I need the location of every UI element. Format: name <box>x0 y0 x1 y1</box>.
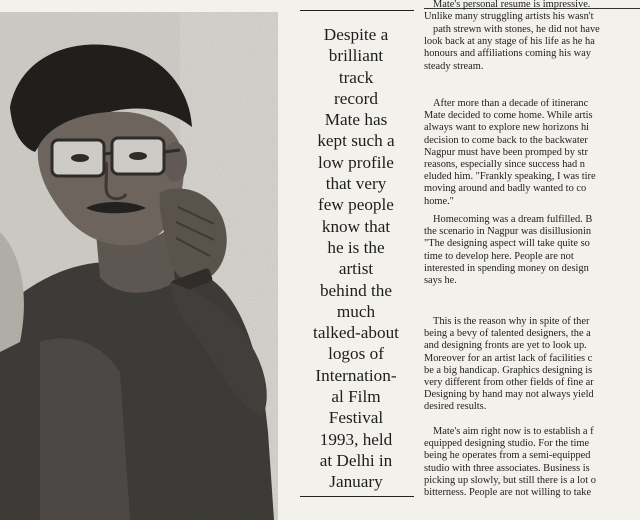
article-line: eluded him. "Frankly speaking, I was tire <box>424 171 596 183</box>
pull-quote <box>296 24 416 493</box>
pull-quote-line: Internation- <box>315 365 397 385</box>
pull-quote-line: track <box>338 67 374 87</box>
pull-quote-line: logos of <box>328 344 384 364</box>
article-line: picking up slowly, but still there is a lot o <box>424 474 596 486</box>
article-line: studio with three associates. Business is <box>424 462 590 474</box>
quote-top-rule <box>300 10 414 11</box>
article-paragraph <box>424 24 600 73</box>
portrait-photo <box>0 12 278 520</box>
pull-quote-line: few people <box>318 195 394 215</box>
article-line: Mate decided to come home. While artis <box>424 110 593 122</box>
article-paragraph <box>424 426 596 499</box>
pull-quote-line: behind the <box>319 280 393 300</box>
article-paragraph <box>424 98 596 208</box>
pull-quote-line: that very <box>325 174 387 194</box>
pull-quote-line: brilliant <box>328 46 384 66</box>
article-line: time to develop here. People are not <box>424 250 574 262</box>
pull-quote-line: at Delhi in <box>319 450 393 470</box>
article-line: look back at any stage of his life as he ha <box>424 36 595 48</box>
article-column <box>416 0 640 520</box>
article-line: be a big handicap. Graphics designing is <box>424 364 593 376</box>
article-line: reasons, especially since success had n <box>424 159 585 171</box>
article-line: moving around and badly wanted to co <box>424 183 587 195</box>
article-line: Unlike many struggling artists his wasn't <box>424 11 594 23</box>
pull-quote-line: he is the <box>327 237 385 257</box>
article-line: path strewn with stones, he did not have <box>433 24 600 35</box>
pull-quote-line: artist <box>338 259 374 279</box>
article-line: Moreover for an artist lack of facilities c <box>424 352 593 364</box>
pull-quote-line: low profile <box>318 152 394 172</box>
pull-quote-line: kept such a <box>317 131 395 151</box>
pull-quote-line: talked-about <box>313 323 399 343</box>
pull-quote-line: know that <box>321 216 391 236</box>
article-line: Designing by hand may not always yield <box>424 389 594 401</box>
article-line: desired results. <box>424 401 487 413</box>
article-paragraph <box>424 214 592 287</box>
article-line: very different from other fields of fine ar <box>424 377 594 389</box>
pull-quote-line: record <box>334 88 378 108</box>
article-line: Homecoming was a dream fulfilled. B <box>433 214 593 225</box>
pull-quote-line: Despite a <box>323 25 389 44</box>
article-line: the scenario in Nagpur was disillusionin <box>424 226 592 238</box>
article-line: Nagpur must have been promped by str <box>424 146 588 158</box>
article-line: "The designing aspect will take quite so <box>424 238 590 250</box>
article-paragraph <box>424 0 594 23</box>
article-line: honours and affiliations coming his way <box>424 48 591 60</box>
pull-quote-line: al Film <box>331 387 381 407</box>
article-line: says he. <box>424 275 457 287</box>
article-line: always want to explore new horizons hi <box>424 122 590 134</box>
article-line: bitterness. People are not willing to take <box>424 487 592 499</box>
article-line: being a bevy of talented designers, the a <box>424 328 591 340</box>
article-line: home." <box>424 195 454 207</box>
article-paragraph <box>424 316 594 414</box>
article-line: After more than a decade of itineranc <box>433 98 589 109</box>
article-line: Mate's personal resume is impressive. <box>433 0 591 10</box>
pull-quote-line: 1993, held <box>319 429 393 449</box>
pull-quote-line: January <box>329 472 383 492</box>
article-line: equipped designing studio. For the time <box>424 438 590 450</box>
portrait-photo-art <box>0 12 278 520</box>
pull-quote-line: much <box>336 301 376 321</box>
pull-quote-line: Festival <box>328 408 384 428</box>
pull-quote-line: Mate has <box>324 110 388 130</box>
article-line: decision to come back to the backwater <box>424 134 588 146</box>
article-line: Mate's aim right now is to establish a f <box>433 426 594 437</box>
article-line: being he operates from a semi-equipped <box>424 450 591 462</box>
article-line: and designing fronts are yet to look up. <box>424 340 587 352</box>
article-line: This is the reason why in spite of ther <box>433 316 590 327</box>
quote-bottom-rule <box>300 496 414 497</box>
article-line: interested in spending money on design <box>424 262 589 274</box>
article-line: steady stream. <box>424 60 484 72</box>
